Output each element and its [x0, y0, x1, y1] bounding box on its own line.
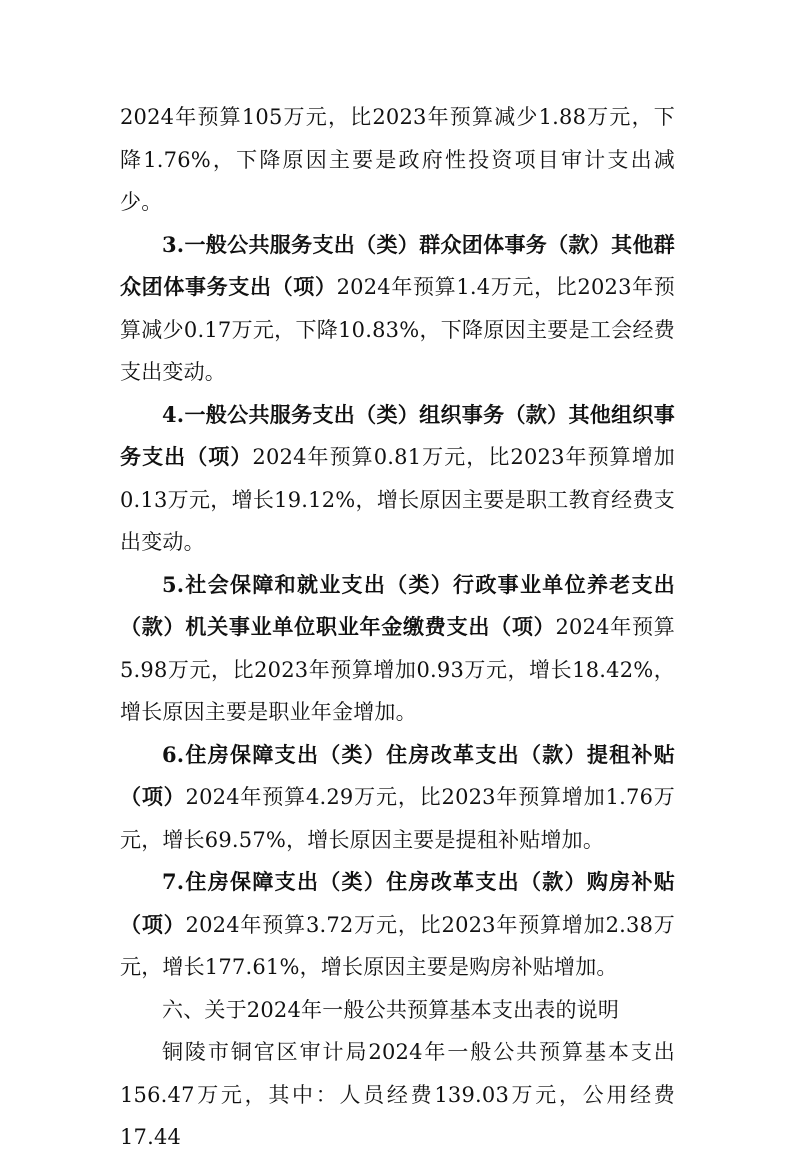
item-6-body: 2024年预算4.29万元，比2023年预算增加1.76万元，增长69.57%，增长原因主要是提租补贴增加。: [120, 785, 675, 852]
item-7-body: 2024年预算3.72万元，比2023年预算增加2.38万元，增长177.61%，增长原因主要是购房补贴增加。: [120, 912, 675, 979]
item-3-body: 2024年预算1.4万元，比2023年预算减少0.17万元，下降10.83%，下降原因主要是工会经费支出变动。: [120, 275, 675, 384]
paragraph-item-5: [120, 564, 675, 734]
paragraph-item-7: [120, 861, 675, 989]
paragraph-basic-expenditure: 铜陵市铜官区审计局2024年一般公共预算基本支出156.47万元，其中：人员经费139.03万元，公用经费17.44: [120, 1040, 675, 1149]
item-7-heading: 7.住房保障支出（类）住房改革支出（款）购房补贴（项）: [120, 869, 675, 937]
paragraph-audit-budget: 2024年预算105万元，比2023年预算减少1.88万元，下降1.76%，下降原因主要是政府性投资项目审计支出减少。: [120, 105, 675, 214]
paragraph-item-4: [120, 394, 675, 564]
item-5-heading: 5.社会保障和就业支出（类）行政事业单位养老支出（款）机关事业单位职业年金缴费支出（项）: [120, 571, 675, 639]
paragraph-item-3: [120, 224, 675, 394]
document-page: [120, 96, 675, 1159]
item-6-heading: 6.住房保障支出（类）住房改革支出（款）提租补贴（项）: [120, 741, 675, 809]
item-4-heading: 4.一般公共服务支出（类）组织事务（款）其他组织事务支出（项）: [120, 401, 675, 469]
item-5-body: 2024年预算5.98万元，比2023年预算增加0.93万元，增长18.42%，增长原因主要是职业年金增加。: [120, 615, 676, 724]
item-3-heading: 3.一般公共服务支出（类）群众团体事务（款）其他群众团体事务支出（项）: [120, 231, 675, 299]
section-heading: 六、关于2024年一般公共预算基本支出表的说明: [162, 997, 620, 1022]
paragraph-item-6: [120, 734, 675, 862]
item-4-body: 2024年预算0.81万元，比2023年预算增加0.13万元，增长19.12%，增长原因主要是职工教育经费支出变动。: [120, 445, 675, 554]
